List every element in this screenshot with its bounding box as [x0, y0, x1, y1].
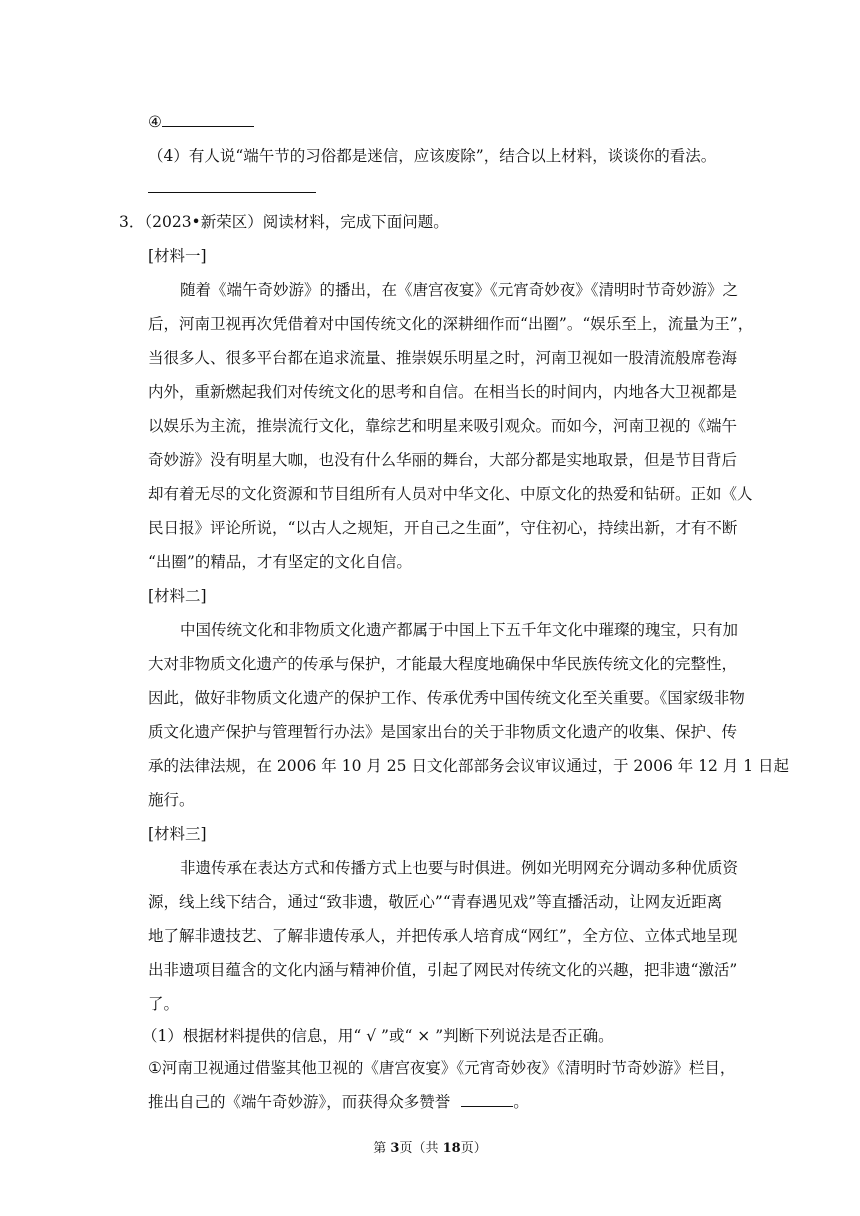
answer-blank[interactable]	[461, 1092, 513, 1107]
material-1-line: 当很多人、很多平台都在追求流量、推崇娱乐明星之时，河南卫视如一股清流般席卷海	[148, 349, 738, 367]
material-3-line: 源，线上线下结合，通过“致非遗，敬匠心”“青春遇见戏”等直播活动，让网友近距离	[148, 893, 723, 911]
material-1-line: 民日报》评论所说，“以古人之规矩，开自己之生面”，守住初心，持续出新，才有不断	[148, 519, 738, 537]
material-3-line: 非遗传承在表达方式和传播方式上也要与时俱进。例如光明网充分调动多种优质资	[180, 859, 739, 877]
material-2-line: 施行。	[148, 791, 195, 809]
material-1-line: 随着《端午奇妙游》的播出，在《唐宫夜宴》《元宵奇妙夜》《清明时节奇妙游》之	[180, 281, 739, 299]
footer-total-pages: 18	[442, 1141, 461, 1156]
question-4-text: （4）有人说“端午节的习俗都是迷信，应该废除”，结合以上材料，谈谈你的看法。	[148, 147, 717, 165]
answer-item-4	[148, 112, 254, 132]
footer-middle: 页（共	[399, 1141, 443, 1156]
question-3-header: 3．（2023•新荣区）阅读材料，完成下面问题。	[119, 213, 449, 231]
material-2-label: [材料二]	[148, 587, 207, 605]
material-1-line: 内外，重新燃起我们对传统文化的思考和自信。在相当长的时间内，内地各大卫视都是	[148, 383, 738, 401]
sub-question-1: （1）根据材料提供的信息，用“ √ ”或“ × ”判断下列说法是否正确。	[142, 1027, 614, 1045]
material-3-line: 出非遗项目蕴含的文化内涵与精神价值，引起了网民对传统文化的兴趣，把非遗“激活”	[148, 961, 738, 979]
footer-suffix: 页）	[460, 1141, 487, 1156]
material-1-line: 以娱乐为主流，推崇流行文化，靠综艺和明星来吸引观众。而如今，河南卫视的《端午	[148, 417, 738, 435]
statement-1-line-1	[148, 1058, 735, 1078]
material-1-line: 奇妙游》没有明星大咖，也没有什么华丽的舞台，大部分都是实地取景，但是节目背后	[148, 451, 738, 469]
material-2-line: 因此，做好非物质文化遗产的保护工作、传承优秀中国传统文化至关重要。《国家级非物	[148, 689, 745, 707]
material-2-line: 承的法律法规，在 2006 年 10 月 25 日文化部部务会议审议通过，于 2006 年 12 月 1 日起	[148, 757, 790, 775]
material-3-line: 了。	[148, 995, 180, 1013]
answer-line-q4[interactable]	[148, 178, 316, 198]
material-2-line: 中国传统文化和非物质文化遗产都属于中国上下五千年文化中璀璨的瑰宝，只有加	[180, 621, 739, 639]
material-1-line: “出圈”的精品，才有坚定的文化自信。	[148, 553, 412, 571]
material-2-line: 质文化遗产保护与管理暂行办法》是国家出台的关于非物质文化遗产的收集、保护、传	[148, 723, 738, 741]
circled-number-1: ①	[148, 1059, 162, 1077]
statement-1-end: 。	[513, 1093, 529, 1111]
material-2-line: 大对非物质文化遗产的传承与保护，才能最大程度地确保中华民族传统文化的完整性，	[148, 655, 738, 673]
footer-prefix: 第	[373, 1141, 391, 1156]
material-1-line: 却有着无尽的文化资源和节目组所有人员对中华文化、中原文化的热爱和钻研。正如《人	[148, 485, 753, 503]
material-1-label: [材料一]	[148, 247, 207, 265]
material-1-line: 后，河南卫视再次凭借着对中国传统文化的深耕细作而“出圈”。“娱乐至上，流量为王”，	[148, 315, 754, 333]
page-footer	[0, 1141, 860, 1157]
material-3-line: 地了解非遗技艺、了解非遗传承人，并把传承人培育成“网红”，全方位、立体式地呈现	[148, 927, 738, 945]
circled-number-4: ④	[148, 113, 162, 131]
statement-1-text-cont: 推出自己的《端午奇妙游》，而获得众多赞誉	[148, 1093, 451, 1111]
answer-blank[interactable]	[148, 178, 316, 193]
statement-1-text: 河南卫视通过借鉴其他卫视的《唐宫夜宴》《元宵奇妙夜》《清明时节奇妙游》栏目，	[161, 1059, 736, 1077]
answer-blank[interactable]	[162, 112, 254, 127]
footer-page-number: 3	[390, 1141, 400, 1156]
material-3-label: [材料三]	[148, 825, 207, 843]
statement-1-line-2	[148, 1092, 529, 1112]
